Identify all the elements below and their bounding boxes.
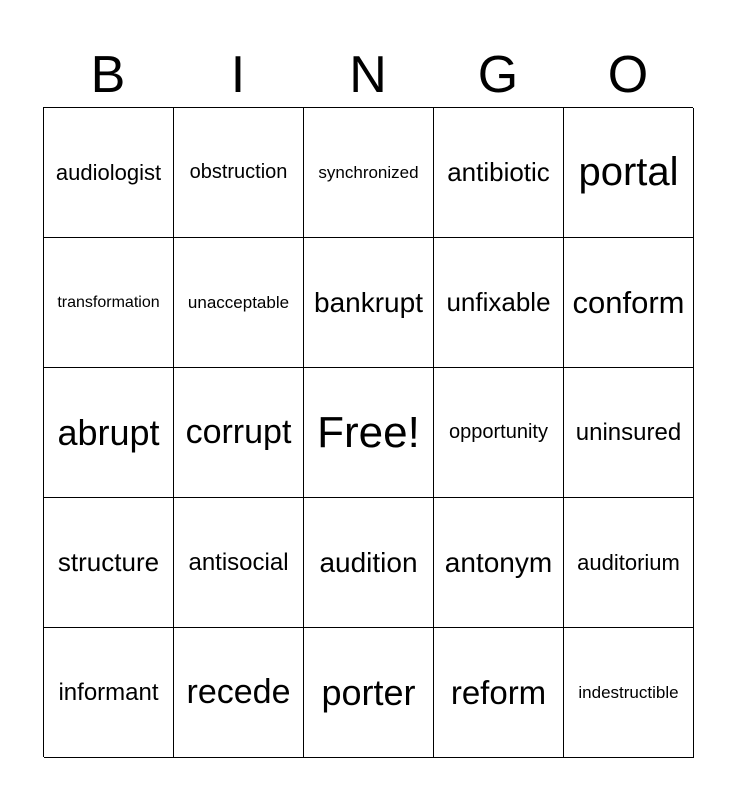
bingo-cell: audition [304, 498, 434, 628]
bingo-cell: informant [44, 628, 174, 758]
header-letter-n: N [349, 46, 387, 104]
bingo-cell: antibiotic [434, 108, 564, 238]
bingo-cell: transformation [44, 238, 174, 368]
bingo-cell: recede [174, 628, 304, 758]
bingo-cell: unfixable [434, 238, 564, 368]
bingo-cell: reform [434, 628, 564, 758]
bingo-cell: indestructible [564, 628, 694, 758]
bingo-header [43, 44, 693, 106]
bingo-cell: antonym [434, 498, 564, 628]
bingo-cell: audiologist [44, 108, 174, 238]
bingo-grid [43, 107, 693, 757]
bingo-cell: unacceptable [174, 238, 304, 368]
bingo-cell: synchronized [304, 108, 434, 238]
header-letter-i: I [230, 46, 246, 104]
bingo-cell: opportunity [434, 368, 564, 498]
bingo-cell: bankrupt [304, 238, 434, 368]
bingo-cell: antisocial [174, 498, 304, 628]
bingo-cell: abrupt [44, 368, 174, 498]
bingo-cell: structure [44, 498, 174, 628]
header-letter-g: G [477, 46, 519, 104]
header-letter-o: O [607, 46, 649, 104]
bingo-cell: auditorium [564, 498, 694, 628]
bingo-cell: obstruction [174, 108, 304, 238]
free-space-cell: Free! [304, 368, 434, 498]
bingo-cell: corrupt [174, 368, 304, 498]
bingo-cell: portal [564, 108, 694, 238]
bingo-cell: conform [564, 238, 694, 368]
bingo-cell: porter [304, 628, 434, 758]
header-letter-b: B [90, 46, 126, 104]
bingo-cell: uninsured [564, 368, 694, 498]
